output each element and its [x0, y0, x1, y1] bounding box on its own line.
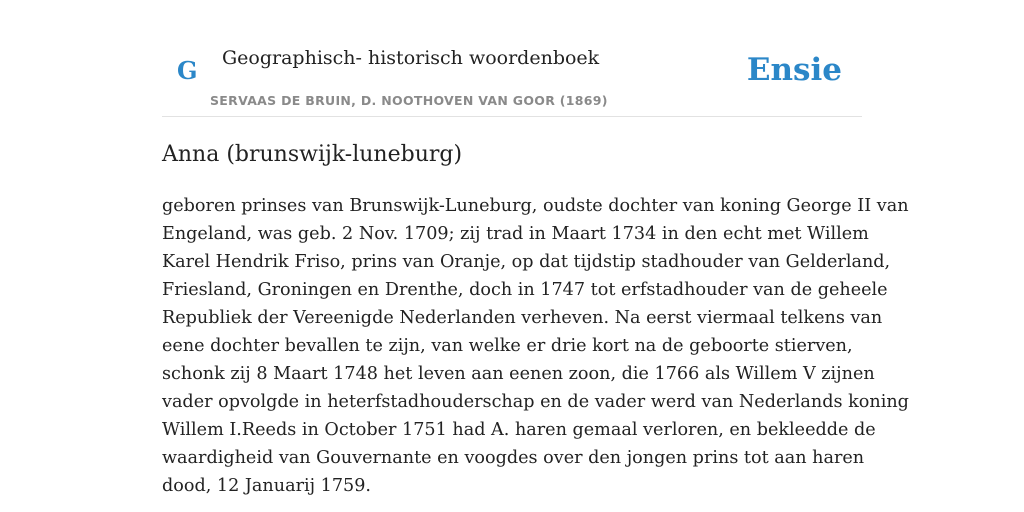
ensie-logo-link[interactable]: Ensie: [746, 52, 842, 88]
entry-body-line: Friesland, Groningen en Drenthe, doch in 1747 tot erfstadhouder van de geheele: [162, 280, 888, 300]
entry-body-line: Republiek der Vereenigde Nederlanden verheven. Na eerst viermaal telkens van: [162, 308, 883, 328]
book-authors: SERVAAS DE BRUIN, D. NOOTHOVEN VAN GOOR (1869): [210, 93, 608, 108]
entry-body-line: Engeland, was geb. 2 Nov. 1709; zij trad in Maart 1734 in den echt met Willem: [162, 224, 869, 244]
entry-body-line: eene dochter bevallen te zijn, van welke er drie kort na de geboorte stierven,: [162, 336, 853, 356]
book-header: [162, 0, 862, 117]
book-title-link[interactable]: Geographisch- historisch woordenboek: [222, 47, 600, 69]
book-letter-icon[interactable]: G: [177, 56, 198, 85]
entry-body-line: waardigheid van Gouvernante en voogdes over den jongen prins tot aan haren: [162, 448, 865, 468]
entry-body-line: vader opvolgde in heterfstadhouderschap en de vader werd van Nederlands koning: [162, 392, 909, 412]
entry-body-line: geboren prinses van Brunswijk-Luneburg, oudste dochter van koning George II van: [162, 196, 909, 216]
entry-body-line: schonk zij 8 Maart 1748 het leven aan eenen zoon, die 1766 als Willem V zijnen: [162, 364, 875, 384]
entry-body-line: dood, 12 Januarij 1759.: [162, 476, 372, 496]
entry-body-line: Karel Hendrik Friso, prins van Oranje, op dat tijdstip stadhouder van Gelderland,: [162, 252, 891, 272]
entry-body: [162, 192, 909, 500]
entry-body-line: Willem I.Reeds in October 1751 had A. haren gemaal verloren, en bekleedde de: [162, 420, 876, 440]
entry-title: Anna (brunswijk-luneburg): [162, 142, 463, 167]
